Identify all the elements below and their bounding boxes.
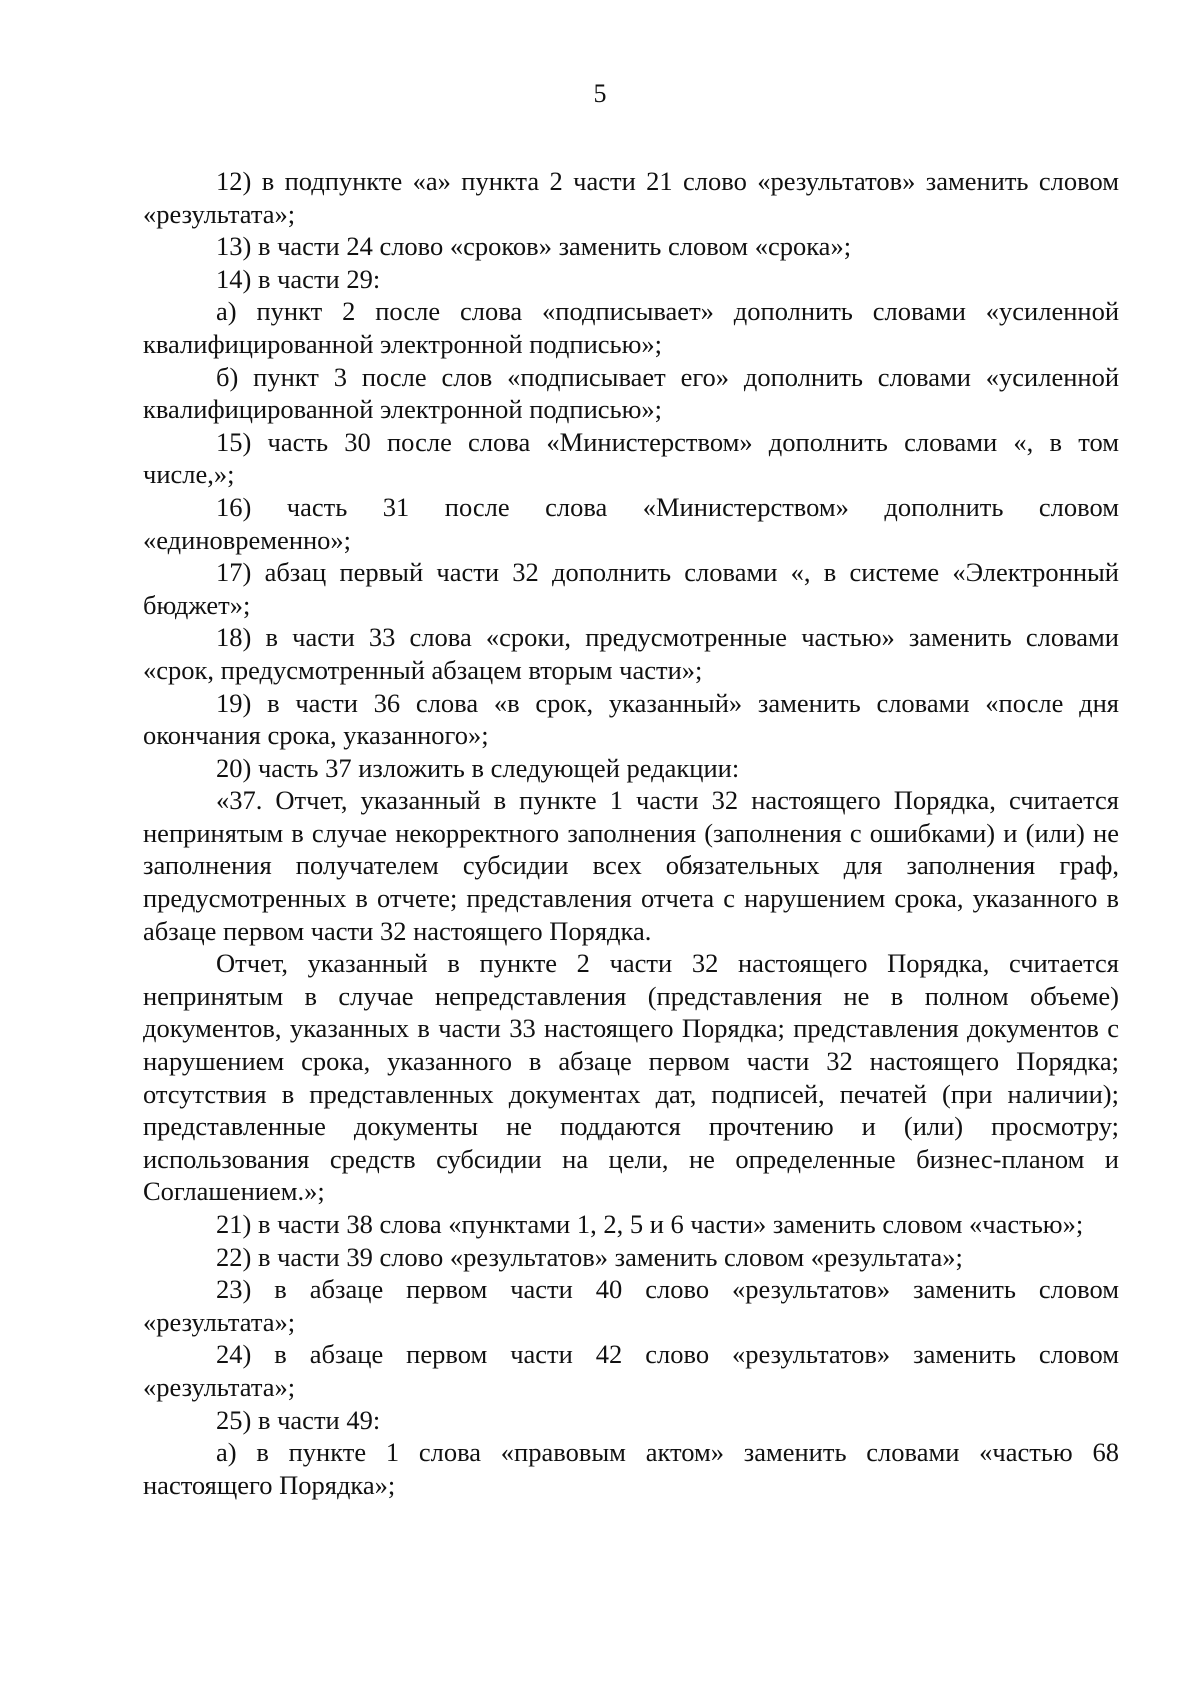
page-number: 5 (593, 79, 607, 108)
paragraph-item-14a: а) пункт 2 после слова «подписывает» дополнить словами «усиленной квалифицированной электронной подписью»; (143, 296, 1119, 359)
paragraph-item-17: 17) абзац первый части 32 дополнить словами «, в системе «Электронный бюджет»; (143, 557, 1119, 620)
paragraph-item-15: 15) часть 30 после слова «Министерством» дополнить словами «, в том числе,»; (143, 426, 1119, 490)
paragraph-item-24: 24) в абзаце первом части 42 слово «результатов» заменить словом «результата»; (143, 1339, 1119, 1402)
paragraph-item-18: 18) в части 33 слова «сроки, предусмотренные частью» заменить словами «срок, предусмотренный абзацем вторым части»; (143, 622, 1119, 685)
paragraph-item-14b: б) пункт 3 после слов «подписывает его» дополнить словами «усиленной квалифицированной электронной подписью»; (143, 361, 1119, 425)
document-body (143, 165, 1119, 1501)
paragraph-item-21: 21) в части 38 слова «пунктами 1, 2, 5 и 6 части» заменить словом «частью»; (216, 1209, 1084, 1239)
paragraph-item-14: 14) в части 29: (216, 263, 381, 294)
paragraph-item-16: 16) часть 31 после слова «Министерством» дополнить словом «единовременно»; (143, 491, 1119, 555)
paragraph-item-19: 19) в части 36 слова «в срок, указанный» заменить словами «после дня окончания срока, указанного»; (143, 687, 1119, 751)
paragraph-item-20: 20) часть 37 изложить в следующей редакции: (216, 752, 740, 783)
paragraph-item-13: 13) в части 24 слово «сроков» заменить словом «срока»; (216, 231, 852, 262)
paragraph-quote-37-part1: «37. Отчет, указанный в пункте 1 части 32 настоящего Порядка, считается непринятым в случае некорректного заполнения (заполнения с ошибками) и (или) не заполнения получателем субсидии всех обязательных для заполнения граф, предусмотренных в отчете; представления отчета с нарушением срока, указанного в абзаце первом части 32 настоящего Порядка. (143, 785, 1119, 946)
paragraph-item-25: 25) в части 49: (216, 1404, 381, 1435)
paragraph-quote-37-part2: Отчет, указанный в пункте 2 части 32 настоящего Порядка, считается непринятым в случае непредставления (представления не в полном объеме) документов, указанных в части 33 настоящего Порядка; представления документов с нарушением срока, указанного в абзаце первом части 32 настоящего Порядка; отсутствия в представленных документах дат, подписей, печатей (при наличии); представленные документы не поддаются прочтению и (или) просмотру; использования средств субсидии на цели, не определенные бизнес-планом и Соглашением.»; (143, 948, 1119, 1207)
paragraph-item-12: 12) в подпункте «а» пункта 2 части 21 слово «результатов» заменить словом «результата»; (143, 166, 1119, 229)
paragraph-item-25a: а) в пункте 1 слова «правовым актом» заменить словами «частью 68 настоящего Порядка»; (143, 1437, 1119, 1500)
paragraph-item-22: 22) в части 39 слово «результатов» заменить словом «результата»; (216, 1241, 963, 1272)
paragraph-item-23: 23) в абзаце первом части 40 слово «результатов» заменить словом «результата»; (143, 1274, 1119, 1337)
